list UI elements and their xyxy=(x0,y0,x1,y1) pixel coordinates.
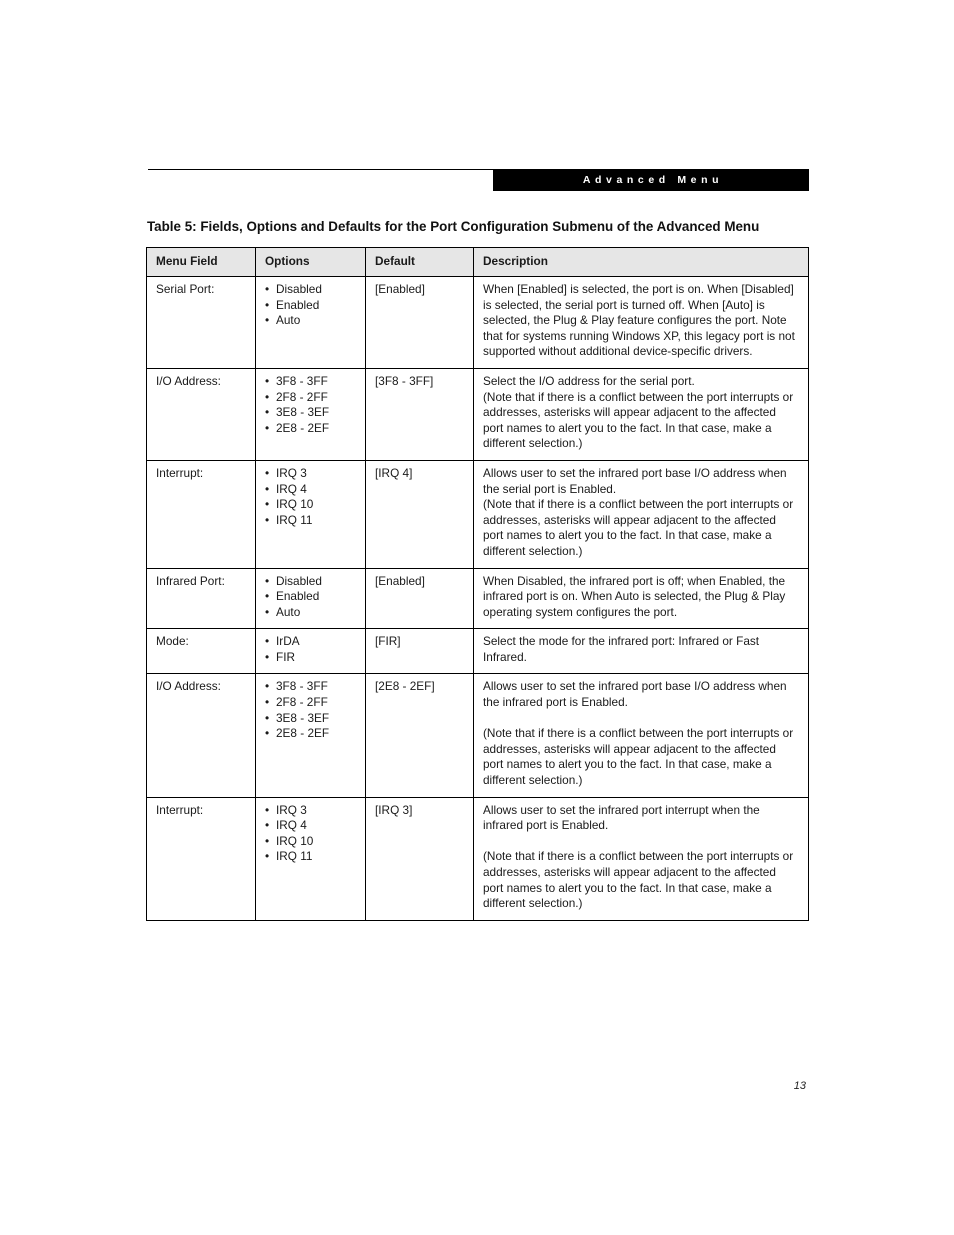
options-cell xyxy=(256,277,366,369)
table-header-row xyxy=(147,248,809,277)
menu-field-cell: Serial Port: xyxy=(147,277,256,369)
header-rule xyxy=(148,169,493,170)
option-item: • 2E8 - 2EF xyxy=(265,726,356,742)
default-cell: [3F8 - 3FF] xyxy=(366,368,474,460)
option-item: • Disabled xyxy=(265,574,356,590)
table-row xyxy=(147,568,809,629)
description-cell xyxy=(474,460,809,568)
option-item: • IRQ 10 xyxy=(265,497,356,513)
description-paragraph: Allows user to set the infrared port base I/O address when the serial port is Enabled. xyxy=(483,465,787,496)
option-item: • 3E8 - 3EF xyxy=(265,405,356,421)
option-item: • Auto xyxy=(265,313,356,329)
option-item: • IRQ 4 xyxy=(265,482,356,498)
option-item: • IRQ 3 xyxy=(265,466,356,482)
page-number: 13 xyxy=(793,1080,806,1092)
description-paragraph: Select the I/O address for the serial port. xyxy=(483,373,695,388)
options-cell xyxy=(256,629,366,674)
description-paragraph: When [Enabled] is selected, the port is on. When [Disabled] is selected, the serial port is turned off. When [Auto] is selected, the Plug & Play feature configures the port. Note that for systems running Windows XP, this legacy port is not supported without additional device-specific drivers. xyxy=(483,282,795,359)
description-paragraph: (Note that if there is a conflict between the port interrupts or addresses, asterisks will appear adjacent to the affected port names to alert you to the fact. In that case, make a different selection.) xyxy=(483,389,794,451)
description-paragraph: (Note that if there is a conflict between the port interrupts or addresses, asterisks will appear adjacent to the affected port names to alert you to the fact. In that case, make a different selection.) xyxy=(483,726,794,788)
option-item: • 2F8 - 2FF xyxy=(265,390,356,406)
options-list xyxy=(265,679,356,741)
description-cell xyxy=(474,629,809,674)
option-item: • 3E8 - 3EF xyxy=(265,711,356,727)
menu-field-cell: Mode: xyxy=(147,629,256,674)
description-cell xyxy=(474,277,809,369)
options-cell xyxy=(256,797,366,920)
menu-field-cell: I/O Address: xyxy=(147,368,256,460)
option-item: • IRQ 11 xyxy=(265,513,356,529)
option-item: • IRQ 4 xyxy=(265,818,356,834)
option-item: • Enabled xyxy=(265,589,356,605)
description-paragraph: (Note that if there is a conflict between the port interrupts or addresses, asterisks will appear adjacent to the affected port names to alert you to the fact. In that case, make a different selection.) xyxy=(483,497,794,558)
option-item: • Disabled xyxy=(265,282,356,298)
description-cell xyxy=(474,797,809,920)
option-item: • Auto xyxy=(265,605,356,621)
description-paragraph: Allows user to set the infrared port interrupt when the infrared port is Enabled. xyxy=(483,802,760,833)
section-header-label: Advanced Menu xyxy=(582,174,724,186)
description-paragraph: Select the mode for the infrared port: Infrared or Fast Infrared. xyxy=(483,634,760,664)
default-cell: [2E8 - 2EF] xyxy=(366,674,474,797)
option-item: • Enabled xyxy=(265,298,356,314)
options-list xyxy=(265,374,356,436)
option-item: • IrDA xyxy=(265,634,356,650)
menu-field-cell: Infrared Port: xyxy=(147,568,256,629)
column-header-default: Default xyxy=(366,248,474,277)
description-cell xyxy=(474,368,809,460)
options-list xyxy=(265,282,356,329)
option-item: • 3F8 - 3FF xyxy=(265,374,356,390)
table-row xyxy=(147,629,809,674)
description-cell xyxy=(474,674,809,797)
menu-field-cell: Interrupt: xyxy=(147,797,256,920)
table-row xyxy=(147,674,809,797)
option-item: • 2F8 - 2FF xyxy=(265,695,356,711)
option-item: • 2E8 - 2EF xyxy=(265,421,356,437)
description-paragraph: When Disabled, the infrared port is off; when Enabled, the infrared port is on. When Auto is selected, the Plug & Play operating system configures the port. xyxy=(483,573,786,619)
options-cell xyxy=(256,568,366,629)
default-cell: [Enabled] xyxy=(366,568,474,629)
default-cell: [FIR] xyxy=(366,629,474,674)
options-list xyxy=(265,634,356,665)
options-list xyxy=(265,466,356,528)
table-row xyxy=(147,460,809,568)
column-header-menu-field: Menu Field xyxy=(147,248,256,277)
options-list xyxy=(265,574,356,621)
options-cell xyxy=(256,368,366,460)
table-row xyxy=(147,797,809,920)
default-cell: [IRQ 3] xyxy=(366,797,474,920)
menu-field-cell: I/O Address: xyxy=(147,674,256,797)
table-caption: Table 5: Fields, Options and Defaults for the Port Configuration Submenu of the Advanced Menu xyxy=(147,219,760,234)
port-config-table xyxy=(146,247,809,921)
description-cell xyxy=(474,568,809,629)
description-paragraph: Allows user to set the infrared port base I/O address when the infrared port is Enabled. xyxy=(483,679,787,710)
description-paragraph: (Note that if there is a conflict between the port interrupts or addresses, asterisks will appear adjacent to the affected port names to alert you to the fact. In that case, make a different selection.) xyxy=(483,849,794,911)
options-cell xyxy=(256,460,366,568)
options-list xyxy=(265,803,356,865)
default-cell: [Enabled] xyxy=(366,277,474,369)
default-cell: [IRQ 4] xyxy=(366,460,474,568)
option-item: • FIR xyxy=(265,650,356,666)
options-cell xyxy=(256,674,366,797)
menu-field-cell: Interrupt: xyxy=(147,460,256,568)
section-header-bar xyxy=(493,169,809,191)
column-header-description: Description xyxy=(474,248,809,277)
table-row xyxy=(147,277,809,369)
option-item: • 3F8 - 3FF xyxy=(265,679,356,695)
column-header-options: Options xyxy=(256,248,366,277)
option-item: • IRQ 10 xyxy=(265,834,356,850)
table-row xyxy=(147,368,809,460)
table-body xyxy=(147,277,809,921)
option-item: • IRQ 3 xyxy=(265,803,356,819)
option-item: • IRQ 11 xyxy=(265,849,356,865)
